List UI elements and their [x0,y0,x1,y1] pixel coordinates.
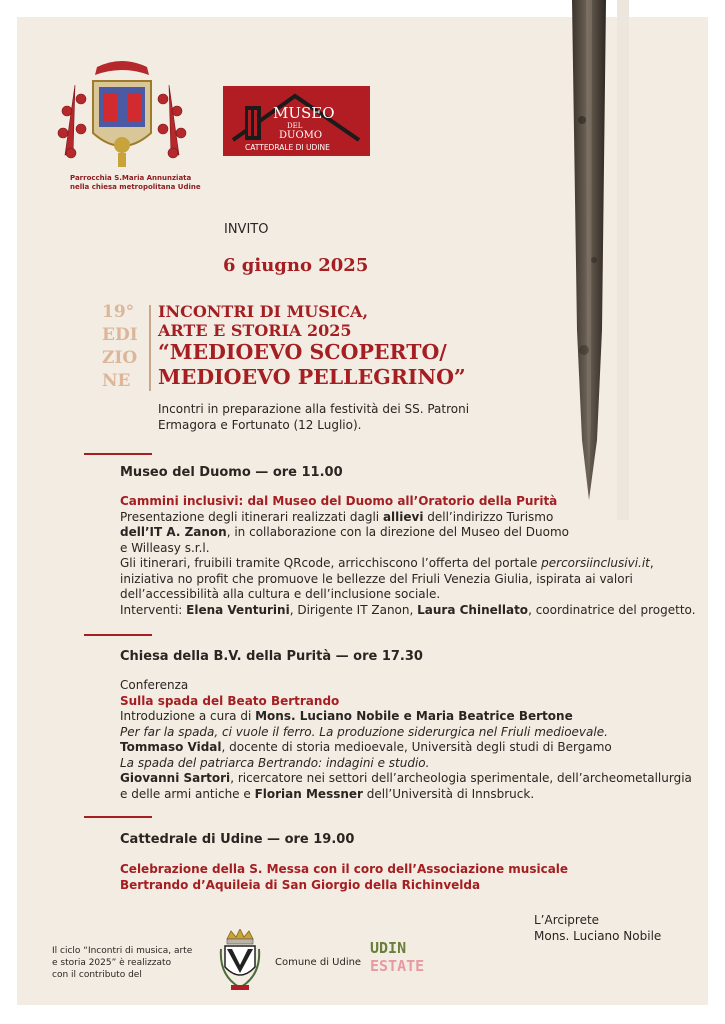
event-title [158,302,466,390]
portal-link: percorsiinclusivi.it [541,556,650,570]
s1-l7a: Interventi: [120,602,187,617]
footer-credit-line-1: Il ciclo “Incontri di musica, arte [52,946,193,956]
section-1-line-4 [120,556,680,572]
section-1-title: Cammini inclusivi: dal Museo del Duomo all’Oratorio della Purità [120,494,558,508]
edition-line-2: EDI [102,325,138,345]
museum-logo-del: DEL [287,122,303,130]
udin-estate-logo [370,939,425,975]
section-1-rule [84,453,152,455]
s2-l3b: , docente di storia medioevale, Università degli studi di Bergamo [221,740,612,754]
s1-l1a: Presentazione degli itinerari realizzati dagli [120,509,383,524]
s2-l4: La spada del patriarca Bertrando: indagini e studio. [120,755,430,770]
s2-l6c: dell’Università di Innsbruck. [362,786,535,801]
museum-logo-museo: MUSEO [273,104,335,122]
parish-line-1: Parrocchia S.Maria Annunziata [70,174,192,182]
signature [534,912,661,944]
parish-caption [70,174,201,192]
edition-line-1: 19° [102,302,135,322]
udin-word: UDIN [370,939,407,957]
event-title-line-1: INCONTRI DI MUSICA, [158,302,369,321]
section-1-body [120,494,696,618]
event-title-line-4: MEDIOEVO PELLEGRINO” [158,365,466,389]
s1-l4a: Gli itinerari, fruibili tramite QRcode, arricchiscono l’offerta del portale [120,556,542,570]
s2-l2: Per far la spada, ci vuole il ferro. La produzione siderurgica nel Friuli medioevale. [120,724,608,739]
section-2-line-2 [120,725,680,741]
museum-logo [223,86,370,156]
invito-label: INVITO [224,222,269,237]
section-3-line-1: Celebrazione della S. Messa con il coro dell’Associazione musicale [120,862,569,876]
s2-l6a: e delle armi antiche e [120,786,255,801]
section-1-line-6: dell’accessibilità alla cultura e dell’inclusione sociale. [120,587,441,601]
s1-l7c: , Dirigente IT Zanon, [289,602,418,617]
section-3-heading: Cattedrale di Udine — ore 19.00 [120,832,355,847]
section-1-line-2 [120,525,680,541]
event-title-line-3: “MEDIOEVO SCOPERTO/ [158,340,447,364]
parish-coat-of-arms [57,55,187,175]
comune-udine-label: Comune di Udine [275,957,362,968]
museum-logo-duomo: DUOMO [279,130,323,141]
event-date: 6 giugno 2025 [223,255,369,276]
section-2-line-4 [120,756,680,772]
signature-name: Mons. Luciano Nobile [534,929,662,943]
estate-word: ESTATE [370,957,425,975]
parish-line-2: nella chiesa metropolitana Udine [70,183,201,191]
footer-credit-line-2: e storia 2025” è realizzato [52,958,172,968]
section-2-heading: Chiesa della B.V. della Purità — ore 17.30 [120,649,423,664]
sword-image [542,0,632,520]
section-1-line-7 [120,602,696,619]
section-2-rule [84,634,152,636]
section-3-body [120,862,680,893]
section-1-heading: Museo del Duomo — ore 11.00 [120,465,343,480]
s1-l7d: Laura Chinellato [417,602,529,617]
section-3-line-2: Bertrando d’Aquileia di San Giorgio della Richinvelda [120,877,481,892]
event-subtitle [158,402,469,433]
s1-l1b: allievi [382,509,424,524]
s1-l4c: , [649,556,654,570]
comune-udine-crest-icon [219,929,261,993]
invitation-card [17,17,708,1005]
s1-l7e: , coordinatrice del progetto. [528,602,696,617]
section-2-body [120,678,692,802]
event-title-line-2: ARTE E STORIA 2025 [158,321,352,340]
footer-credit-line-3: con il contributo del [52,970,142,980]
s2-l1a: Introduzione a cura di [120,709,256,723]
s2-l5b: , ricercatore nei settori dell’archeologia sperimentale, dell’archeometallurgia [230,771,692,785]
s1-l2a: dell’IT A. Zanon [120,525,227,539]
section-3-rule [84,816,152,818]
section-2-kind: Conferenza [120,678,189,692]
section-1-line-5: iniziativa no profit che promuove le bellezze del Friuli Venezia Giulia, ispirata ai valori [120,571,633,586]
section-2-line-1 [120,709,680,725]
s1-l1c: dell’indirizzo Turismo [423,509,554,524]
s2-l3a: Tommaso Vidal [120,740,222,754]
signature-role: L’Arciprete [534,913,600,927]
s2-l1b: Mons. Luciano Nobile e Maria Beatrice Bertone [255,709,573,723]
footer-credit [52,945,192,981]
section-2-line-5 [120,771,692,787]
event-subtitle-line-1: Incontri in preparazione alla festività dei SS. Patroni [158,402,470,416]
museum-logo-cattedrale: CATTEDRALE DI UDINE [245,143,330,152]
event-subtitle-line-2: Ermagora e Fortunato (12 Luglio). [158,417,362,432]
s2-l5a: Giovanni Sartori [120,771,231,785]
section-2-line-6 [120,787,680,803]
edition-badge [102,301,138,393]
section-1-line-3: e Willeasy s.r.l. [120,540,210,555]
section-2-title: Sulla spada del Beato Bertrando [120,693,340,708]
edition-line-4: NE [102,371,131,391]
s2-l6b: Florian Messner [254,786,363,801]
section-1-line-1 [120,510,680,526]
edition-divider [149,305,151,391]
section-2-line-3 [120,740,680,756]
s1-l7b: Elena Venturini [186,602,290,617]
edition-line-3: ZIO [102,348,138,368]
s1-l2b: , in collaborazione con la direzione del Museo del Duomo [226,525,569,539]
